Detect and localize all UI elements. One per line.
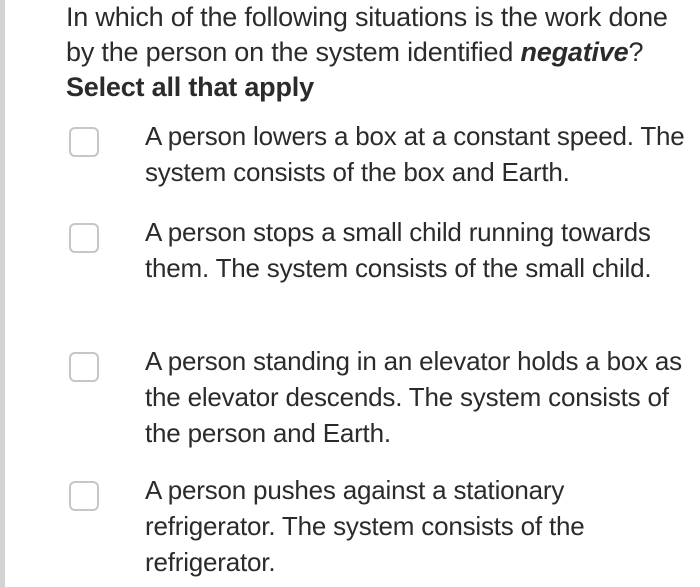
checkbox[interactable] (69, 127, 99, 157)
option-label: A person stops a small child running towards them. The system consists of the small child. (145, 217, 652, 283)
question-instruction: Select all that apply (66, 72, 314, 102)
left-border (0, 0, 5, 587)
option-label: A person pushes against a stationary refrigerator. The system consists of the refrigerator. (145, 475, 585, 577)
option-label: A person standing in an elevator holds a box as the elevator descends. The system consists of the person and Earth. (145, 346, 682, 448)
checkbox[interactable] (69, 223, 99, 253)
question-punctuation: ? (628, 37, 644, 67)
question-text: In which of the following situations is the work done by the person on the system identified (66, 2, 668, 67)
checkbox[interactable] (69, 352, 99, 382)
option-label: A person lowers a box at a constant speed. The system consists of the box and Earth. (145, 121, 685, 187)
question-prompt (66, 0, 686, 105)
checkbox[interactable] (69, 481, 99, 511)
question-emphasis: negative (520, 37, 629, 67)
